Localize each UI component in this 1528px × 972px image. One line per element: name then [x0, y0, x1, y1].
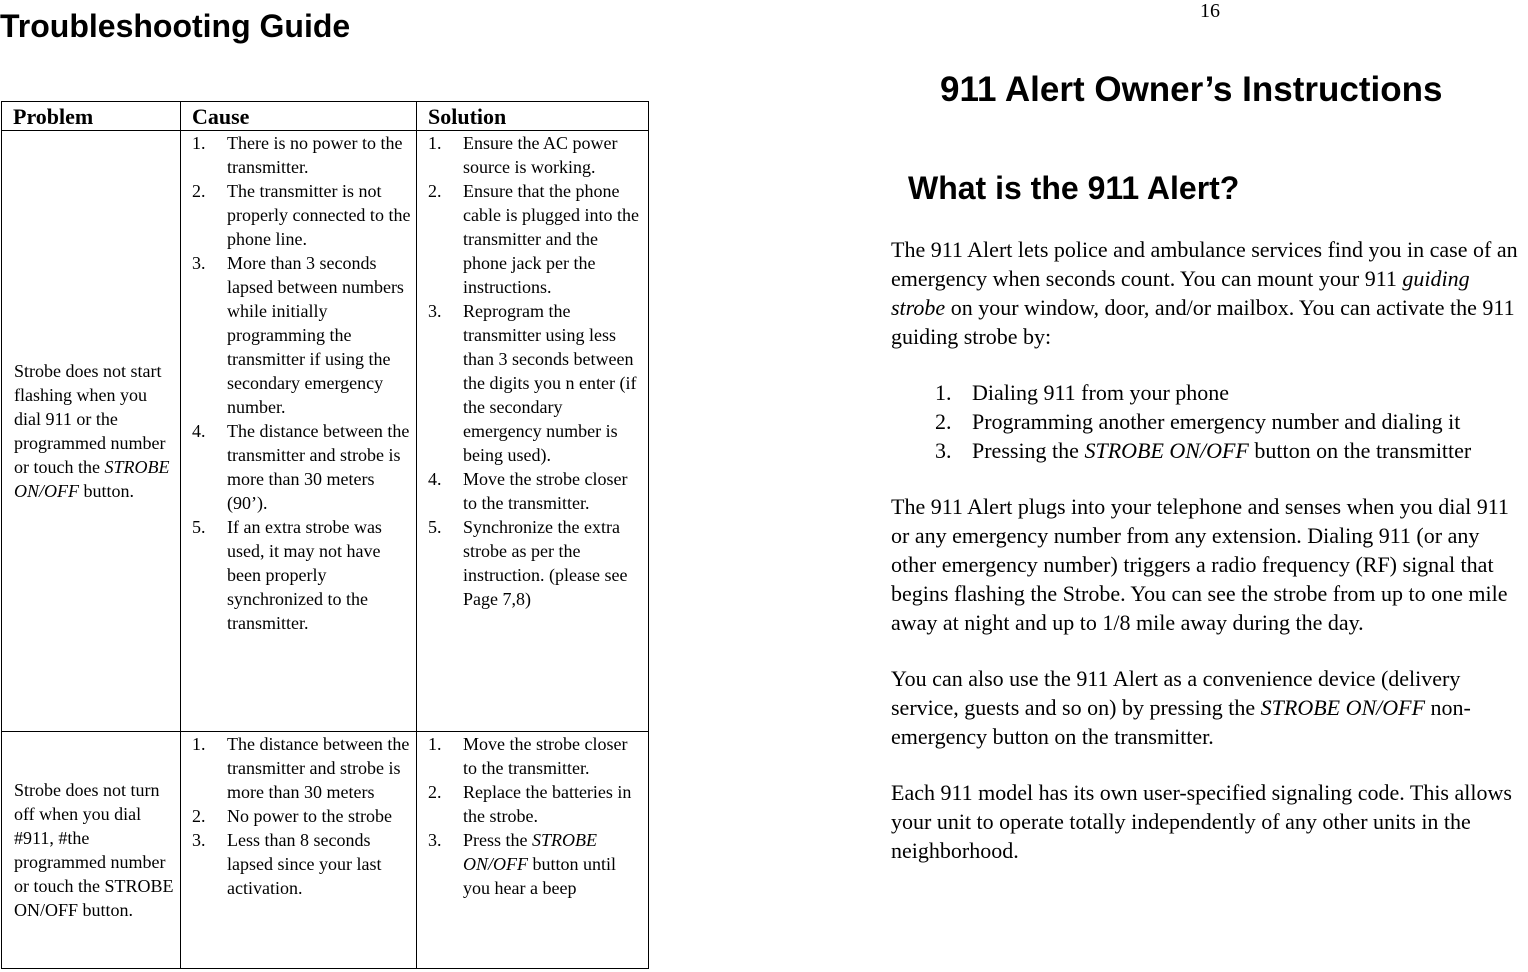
header-cause: Cause	[181, 102, 417, 131]
body-text	[891, 235, 1527, 892]
list-item: 3. Less than 8 seconds lapsed since your last activation.	[192, 830, 382, 898]
problem-cell: Strobe does not turn off when you dial #911, #the programmed number or touch the STROBE ON/OFF button.	[2, 732, 181, 969]
list-item: 2. Replace the batteries in the strobe.	[428, 782, 632, 826]
list-item: 5. Synchronize the extra strobe as per the instruction. (please see Page 7,8)	[428, 517, 628, 609]
table-row	[2, 131, 649, 732]
list-item: 3. Pressing the STROBE ON/OFF button on the transmitter	[935, 438, 1472, 463]
page-number: 16	[1200, 0, 1220, 22]
list-item: 2. Programming another emergency number and dialing it	[935, 409, 1461, 434]
cause-cell	[181, 131, 417, 732]
list-item: 2. Ensure that the phone cable is plugged into the transmitter and the phone jack per the instructions.	[428, 181, 639, 297]
list-item: 2. No power to the strobe	[192, 806, 392, 826]
paragraph-intro: The 911 Alert lets police and ambulance services find you in case of an emergency when seconds count. You can mount your 911 guiding strobe on your window, door, and/or mailbox. You can activate the 911 guiding strobe by:	[891, 237, 1518, 349]
list-item: 2. The transmitter is not properly connected to the phone line.	[192, 181, 411, 249]
list-item: 5. If an extra strobe was used, it may not have been properly synchronized to the transmitter.	[192, 517, 382, 633]
document-title: 911 Alert Owner’s Instructions	[940, 70, 1443, 109]
problem-cell: Strobe does not start flashing when you dial 911 or the programmed number or touch the STROBE ON/OFF button.	[2, 131, 181, 732]
activation-steps	[891, 378, 1527, 465]
troubleshooting-table	[1, 101, 649, 969]
list-item: 1. Move the strobe closer to the transmitter.	[428, 734, 628, 778]
list-item: 3. Reprogram the transmitter using less than 3 seconds between the digits you n enter (if the secondary emergency number is being used).	[428, 301, 637, 465]
paragraph-convenience: You can also use the 911 Alert as a convenience device (delivery service, guests and so on) by pressing the STROBE ON/OFF non-emergency button on the transmitter.	[891, 666, 1471, 749]
list-item: 1. Ensure the AC power source is working.	[428, 133, 618, 177]
paragraph-signaling: Each 911 model has its own user-specified signaling code. This allows your unit to operate totally independently of any other units in the neighborhood.	[891, 780, 1512, 863]
header-solution: Solution	[417, 102, 649, 131]
list-item: 3. Press the STROBE ON/OFF button until you hear a beep	[428, 830, 617, 898]
cause-cell	[181, 732, 417, 969]
page-title: Troubleshooting Guide	[0, 8, 351, 44]
table-row	[2, 732, 649, 969]
table-header-row	[2, 102, 649, 131]
header-problem: Problem	[2, 102, 181, 131]
paragraph-how-it-works: The 911 Alert plugs into your telephone and senses when you dial 911 or any emergency number from any extension. Dialing 911 (or any other emergency number) triggers a radio frequency (RF) signal that begins flashing the Strobe. You can see the strobe from up to one mile away at night and up to 1/8 mile away during the day.	[891, 494, 1509, 635]
section-heading: What is the 911 Alert?	[908, 170, 1240, 206]
list-item: 1. The distance between the transmitter and strobe is more than 30 meters	[192, 734, 410, 802]
list-item: 1. Dialing 911 from your phone	[935, 380, 1230, 405]
solution-cell	[417, 732, 649, 969]
solution-cell	[417, 131, 649, 732]
list-item: 4. Move the strobe closer to the transmitter.	[428, 469, 628, 513]
list-item: 1. There is no power to the transmitter.	[192, 133, 403, 177]
list-item: 4. The distance between the transmitter and strobe is more than 30 meters (90’).	[192, 421, 410, 513]
list-item: 3. More than 3 seconds lapsed between numbers while initially programming the transmitter if using the secondary emergency number.	[192, 253, 404, 417]
